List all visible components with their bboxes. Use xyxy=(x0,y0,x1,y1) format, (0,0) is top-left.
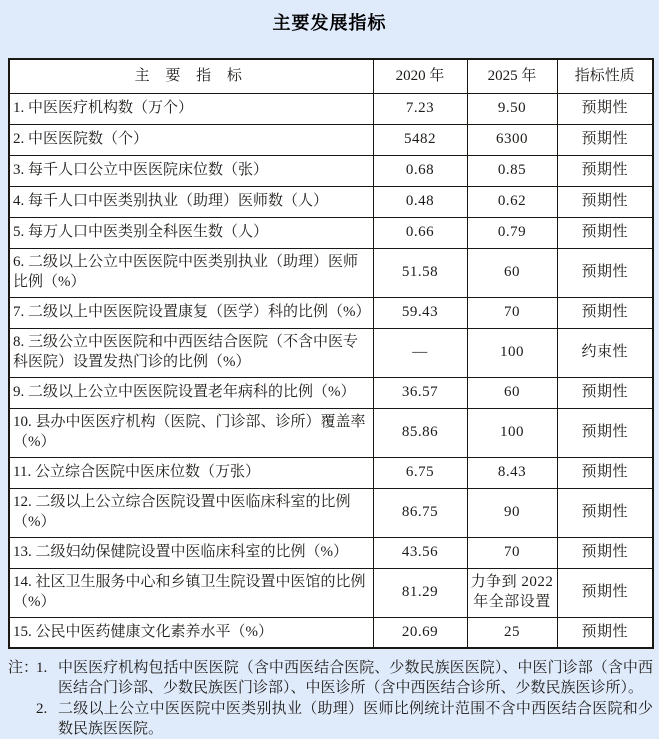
value-2020-cell: — xyxy=(373,328,467,377)
nature-cell: 预期性 xyxy=(557,537,653,568)
nature-cell: 预期性 xyxy=(557,408,653,457)
value-2020-cell: 0.66 xyxy=(373,217,467,248)
value-2020-cell: 85.86 xyxy=(373,408,467,457)
table-row xyxy=(9,328,653,377)
header-row xyxy=(9,59,653,93)
value-2025-cell: 0.85 xyxy=(467,155,557,186)
value-2025-cell: 90 xyxy=(467,488,557,537)
value-2025-cell: 0.79 xyxy=(467,217,557,248)
indicator-cell: 5. 每万人口中医类别全科医生数（人） xyxy=(9,217,373,248)
note-text: 中医医疗机构包括中医医院（含中西医结合医院、少数民族医医院）、中医门诊部（含中西医结合门诊部、少数民族医门诊部）、中医诊所（含中西医结合诊所、少数民族医诊所）。 xyxy=(58,660,653,696)
indicator-cell: 11. 公立综合医院中医床位数（万张） xyxy=(9,457,373,488)
table-row xyxy=(9,408,653,457)
value-2025-cell: 6300 xyxy=(467,124,557,155)
table-row xyxy=(9,377,653,408)
value-2025-cell: 25 xyxy=(467,617,557,648)
value-2020-cell: 5482 xyxy=(373,124,467,155)
indicator-cell: 15. 公民中医药健康文化素养水平（%） xyxy=(9,617,373,648)
table-header xyxy=(9,59,653,93)
table-row xyxy=(9,248,653,297)
nature-cell: 预期性 xyxy=(557,248,653,297)
header-cell-indicator: 主 要 指 标 xyxy=(9,59,373,93)
value-2020-cell: 6.75 xyxy=(373,457,467,488)
nature-cell: 预期性 xyxy=(557,617,653,648)
note-number: 2. xyxy=(36,701,48,717)
value-2020-cell: 0.48 xyxy=(373,186,467,217)
value-2025-cell: 100 xyxy=(467,408,557,457)
value-2025-cell: 9.50 xyxy=(467,93,557,124)
table-row xyxy=(9,297,653,328)
table-row xyxy=(9,186,653,217)
value-2025-cell: 力争到 2022 年全部设置 xyxy=(467,568,557,617)
indicator-cell: 9. 二级以上公立中医医院设置老年病科的比例（%） xyxy=(9,377,373,408)
note-item xyxy=(8,659,653,698)
table-row xyxy=(9,93,653,124)
indicator-cell: 14. 社区卫生服务中心和乡镇卫生院设置中医馆的比例（%） xyxy=(9,568,373,617)
table-row xyxy=(9,457,653,488)
indicator-cell: 4. 每千人口中医类别执业（助理）医师数（人） xyxy=(9,186,373,217)
value-2020-cell: 59.43 xyxy=(373,297,467,328)
nature-cell: 预期性 xyxy=(557,377,653,408)
nature-cell: 预期性 xyxy=(557,297,653,328)
indicator-cell: 7. 二级以上中医医院设置康复（医学）科的比例（%） xyxy=(9,297,373,328)
table-row xyxy=(9,217,653,248)
note-label: 注： xyxy=(8,660,39,676)
note-text: 二级以上公立中医医院中医类别执业（助理）医师比例统计范围不含中西医结合医院和少数民族医医院。 xyxy=(58,701,653,737)
nature-cell: 预期性 xyxy=(557,217,653,248)
value-2020-cell: 7.23 xyxy=(373,93,467,124)
note-number: 1. xyxy=(36,660,48,676)
table-row xyxy=(9,488,653,537)
nature-cell: 预期性 xyxy=(557,155,653,186)
nature-cell: 约束性 xyxy=(557,328,653,377)
value-2020-cell: 20.69 xyxy=(373,617,467,648)
nature-cell: 预期性 xyxy=(557,488,653,537)
table-body xyxy=(9,93,653,648)
nature-cell: 预期性 xyxy=(557,186,653,217)
indicator-cell: 6. 二级以上公立中医医院中医类别执业（助理）医师比例（%） xyxy=(9,248,373,297)
table-row xyxy=(9,568,653,617)
value-2025-cell: 0.62 xyxy=(467,186,557,217)
value-2025-cell: 60 xyxy=(467,377,557,408)
nature-cell: 预期性 xyxy=(557,93,653,124)
value-2025-cell: 70 xyxy=(467,297,557,328)
value-2025-cell: 60 xyxy=(467,248,557,297)
nature-cell: 预期性 xyxy=(557,457,653,488)
indicator-cell: 1. 中医医疗机构数（万个） xyxy=(9,93,373,124)
nature-cell: 预期性 xyxy=(557,124,653,155)
indicator-cell: 10. 县办中医医疗机构（医院、门诊部、诊所）覆盖率（%） xyxy=(9,408,373,457)
note-item xyxy=(8,700,653,739)
indicator-cell: 8. 三级公立中医医院和中西医结合医院（不含中医专科医院）设置发热门诊的比例（%） xyxy=(9,328,373,377)
nature-cell: 预期性 xyxy=(557,568,653,617)
value-2020-cell: 51.58 xyxy=(373,248,467,297)
page-title: 主要发展指标 xyxy=(272,13,387,33)
value-2020-cell: 43.56 xyxy=(373,537,467,568)
value-2025-cell: 8.43 xyxy=(467,457,557,488)
indicator-cell: 13. 二级妇幼保健院设置中医临床科室的比例（%） xyxy=(9,537,373,568)
table-row xyxy=(9,537,653,568)
indicators-table xyxy=(8,58,654,649)
header-cell-nature: 指标性质 xyxy=(557,59,653,93)
value-2025-cell: 70 xyxy=(467,537,557,568)
value-2025-cell: 100 xyxy=(467,328,557,377)
value-2020-cell: 0.68 xyxy=(373,155,467,186)
footnotes xyxy=(8,659,653,739)
indicator-cell: 3. 每千人口公立中医医院床位数（张） xyxy=(9,155,373,186)
value-2020-cell: 86.75 xyxy=(373,488,467,537)
value-2020-cell: 81.29 xyxy=(373,568,467,617)
indicator-cell: 2. 中医医院数（个） xyxy=(9,124,373,155)
table-row xyxy=(9,124,653,155)
table-row xyxy=(9,155,653,186)
table-row xyxy=(9,617,653,648)
header-cell-2020: 2020 年 xyxy=(373,59,467,93)
indicator-cell: 12. 二级以上公立综合医院设置中医临床科室的比例（%） xyxy=(9,488,373,537)
value-2020-cell: 36.57 xyxy=(373,377,467,408)
header-cell-2025: 2025 年 xyxy=(467,59,557,93)
